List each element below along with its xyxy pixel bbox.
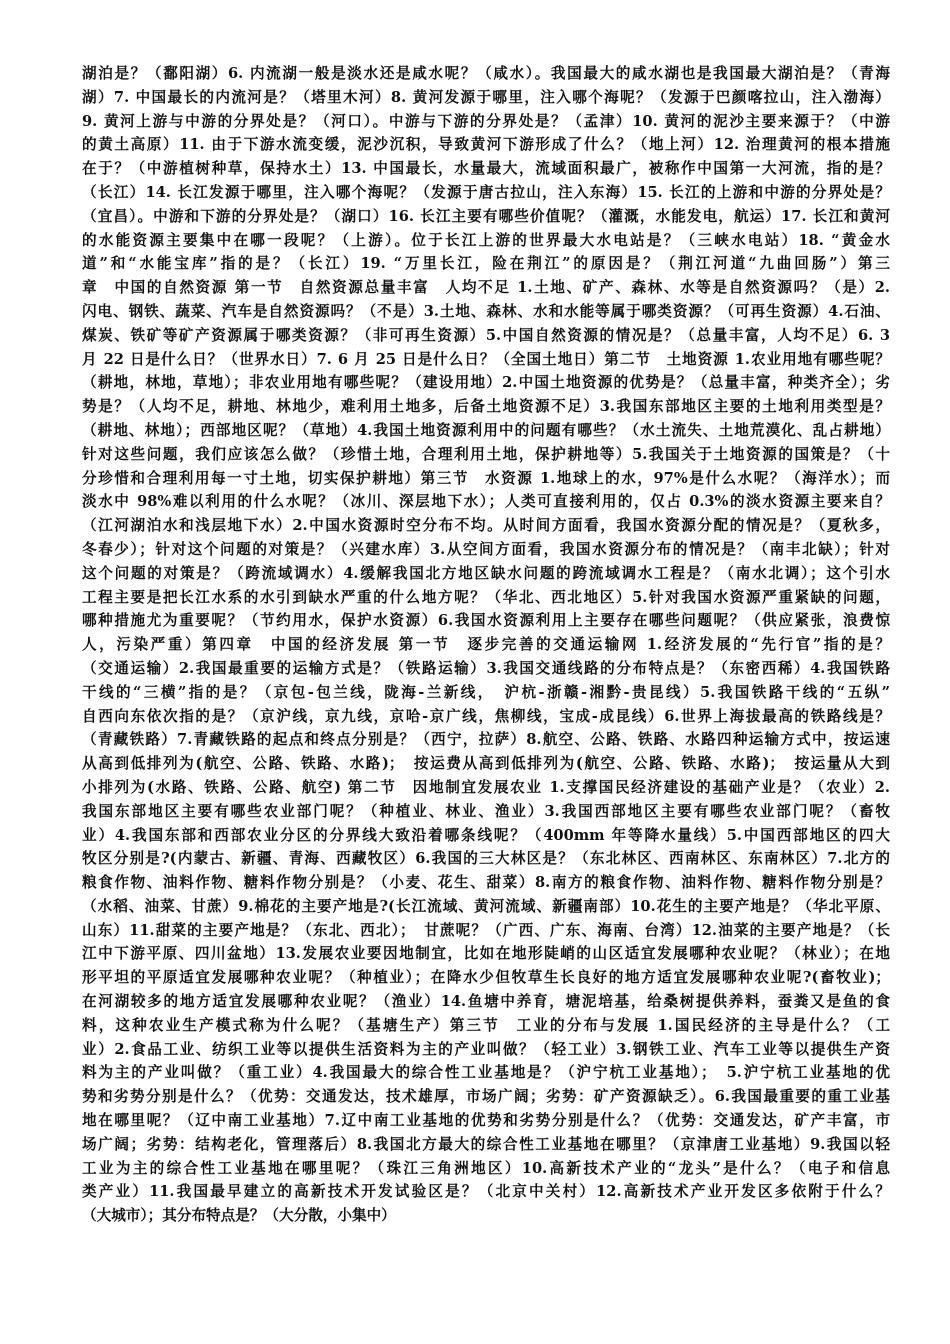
text-line: （耕地、林地）；西部地区呢？（草地）4.我国土地资源利用中的问题有哪些？（水土流失、土地荒漠化、乱占耕地） <box>82 421 890 439</box>
text-line: （耕地，林地，草地）；非农业用地有哪些呢？（建设用地）2.中国土地资源的优势是？（总量丰富，种类齐全）；劣 <box>82 374 890 392</box>
text-line: （江河湖泊水和浅层地下水）2.中国水资源时空分布不均。从时间方面看，我国水资源分配的情况是？（夏秋多， <box>82 517 890 535</box>
text-line: 道”和“水能宝库”指的是？（长江）19. “万里长江，险在荆江”的原因是？（荆江河道“九曲回肠”）第三 <box>82 255 890 273</box>
text-line: 料为主的产业叫做？（重工业）4.我国最大的综合性工业基地是？（沪宁杭工业基地）； 5.沪宁杭工业基地的优 <box>82 1064 890 1082</box>
text-line: 场广阔；劣势：结构老化，管理落后）8.我国北方最大的综合性工业基地在哪里？（京津唐工业基地）9.我国以轻 <box>82 1135 890 1153</box>
text-line: 小排列为(水路、铁路、公路、航空) 第二节 因地制宜发展农业 1.支撑国民经济建设的基础产业是？（农业）2. <box>82 778 890 796</box>
text-line: 的水能资源主要集中在哪一段呢？（上游）。位于长江上游的世界最大水电站是？（三峡水电站）18. “黄金水 <box>82 231 890 249</box>
text-line: 江中下游平原、四川盆地）13.发展农业要因地制宜，比如在地形陡峭的山区适宜发展哪种农业呢？（林业）；在地 <box>82 945 890 963</box>
text-line: 章 中国的自然资源 第一节 自然资源总量丰富 人均不足 1.土地、矿产、森林、水等是自然资源吗？（是）2. <box>82 279 890 297</box>
text-line: 在河湖较多的地方适宜发展哪种农业呢？（渔业）14.鱼塘中养育，塘泥培基，给桑树提供养料，蚕粪又是鱼的食 <box>82 993 890 1011</box>
text-line: 9. 黄河上游与中游的分界处是？（河口）。中游与下游的分界处是？（孟津）10. 黄河的泥沙主要来源于？（中游 <box>82 112 890 130</box>
text-line: 自西向东依次指的是？（京沪线，京九线，京哈-京广线，焦柳线，宝成-成昆线）6.世界上海拔最高的铁路线是？ <box>82 707 890 725</box>
text-line: 针对这些问题，我们应该怎么做？（珍惜土地，合理利用土地，保护耕地等）5.我国关于土地资源的国策是？（十 <box>82 445 890 463</box>
text-line: 在于？（中游植树种草，保持水土）13. 中国最长，水量最大，流域面积最广，被称作中国第一大河流，指的是？ <box>82 160 890 178</box>
text-line: 业）2.食品工业、纺织工业等以提供生活资料为主的产业叫做？（轻工业）3.钢铁工业、汽车工业等以提供生产资 <box>82 1040 890 1058</box>
text-line: 牧区分别是?(内蒙古、新疆、青海、西藏牧区）6.我国的三大林区是？（东北林区、西南林区、东南林区）7.北方的 <box>82 850 890 868</box>
text-line: 业）4.我国东部和西部农业分区的分界线大致沿着哪条线呢？（400mm 年等降水量线）5.中国西部地区的四大 <box>82 826 890 844</box>
text-line: 的黄土高原）11. 由于下游水流变缓，泥沙沉积，导致黄河下游形成了什么？（地上河）12. 治理黄河的根本措施 <box>82 136 890 154</box>
text-line: （交通运输）2.我国最重要的运输方式是？（铁路运输）3.我国交通线路的分布特点是？（东密西稀）4.我国铁路 <box>82 659 890 677</box>
text-line: 月 22 日是什么日？（世界水日）7. 6 月 25 日是什么日？（全国土地日）第二节 土地资源 1.农业用地有哪些呢？ <box>82 350 890 368</box>
text-line: 山东）11.甜菜的主要产地是？（东北、西北）； 甘蔗呢？（广西、广东、海南、台湾）12.油菜的主要产地是？（长 <box>82 921 890 939</box>
text-line: （青藏铁路）7.青藏铁路的起点和终点分别是？（西宁，拉萨）8.航空、公路、铁路、水路四种运输方式中，按运速 <box>82 731 890 749</box>
text-line: 类产业）11.我国最早建立的高新技术开发试验区是？（北京中关村）12.高新技术产业开发区多依附于什么？ <box>82 1183 890 1201</box>
document-page <box>82 62 890 1228</box>
text-line: 从高到低排列为(航空、公路、铁路、水路)； 按运费从高到低排列为(航空、公路、铁路、水路)； 按运量从大到 <box>82 755 890 773</box>
text-line: 干线的“三横”指的是？（京包-包兰线，陇海-兰新线， 沪杭-浙赣-湘黔-贵昆线）5.我国铁路干线的“五纵” <box>82 683 890 701</box>
text-line: 工业为主的综合性工业基地在哪里呢？（珠江三角洲地区）10.高新技术产业的“龙头”是什么？（电子和信息 <box>82 1159 890 1177</box>
text-line: 我国东部地区主要有哪些农业部门呢？（种植业、林业、渔业）3.我国西部地区主要有哪些农业部门呢？（畜牧 <box>82 802 890 820</box>
text-line: 粮食作物、油料作物、糖料作物分别是？（小麦、花生、甜菜）8.南方的粮食作物、油料作物、糖料作物分别是？ <box>82 874 890 892</box>
text-line: 势是？（人均不足，耕地、林地少，难利用土地多，后备土地资源不足）3.我国东部地区主要的土地利用类型是？ <box>82 398 890 416</box>
text-line: 湖泊是？（鄱阳湖）6. 内流湖一般是淡水还是咸水呢？（咸水）。我国最大的咸水湖也是我国最大湖泊是？（青海 <box>82 65 890 82</box>
text-line: （水稻、油菜、甘蔗）9.棉花的主要产地是?(长江流域、黄河流域、新疆南部）10.花生的主要产地是？（华北平原、 <box>82 897 890 915</box>
text-line: 淡水中 98%难以利用的什么水呢？（冰川、深层地下水）；人类可直接利用的，仅占 0.3%的淡水资源主要来自？ <box>82 493 890 511</box>
text-line: 人，污染严重）第四章 中国的经济发展 第一节 逐步完善的交通运输网 1.经济发展的“先行官”指的是？ <box>82 636 890 654</box>
text-line: 湖）7. 中国最长的内流河是？（塔里木河）8. 黄河发源于哪里，注入哪个海呢？（发源于巴颜喀拉山，注入渤海） <box>82 88 890 106</box>
text-line: 哪种措施尤为重要呢？（节约用水，保护水资源）6.我国水资源利用上主要存在哪些问题呢？（供应紧张，浪费惊 <box>82 612 890 630</box>
text-line: 分珍惜和合理利用每一寸土地，切实保护耕地）第三节 水资源 1.地球上的水，97%是什么水呢？（海洋水）；而 <box>82 469 890 487</box>
text-line: （长江）14. 长江发源于哪里，注入哪个海呢？（发源于唐古拉山，注入东海）15. 长江的上游和中游的分界处是？ <box>82 183 890 201</box>
text-line: 势和劣势分别是什么？（优势：交通发达，技术雄厚，市场广阔；劣势：矿产资源缺乏）。6.我国最重要的重工业基 <box>82 1088 890 1106</box>
text-line: 形平坦的平原适宜发展哪种农业呢？（种植业）；在降水少但牧草生长良好的地方适宜发展哪种农业呢?(畜牧业)； <box>82 969 890 987</box>
text-line: 这个问题的对策是？（跨流域调水）4.缓解我国北方地区缺水问题的跨流域调水工程是？（南水北调）；这个引水 <box>82 564 890 582</box>
text-line: 冬春少）；针对这个问题的对策是？（兴建水库）3.从空间方面看，我国水资源分布的情况是？（南丰北缺）；针对 <box>82 540 890 558</box>
text-line: 闪电、钢铁、蔬菜、汽车是自然资源吗？（不是）3.土地、森林、水和水能等属于哪类资源？（可再生资源）4.石油、 <box>82 302 890 320</box>
text-line: 工程主要是把长江水系的水引到缺水严重的什么地方呢？（华北、西北地区）5.针对我国水资源严重紧缺的问题， <box>82 588 890 606</box>
text-line: 煤炭、铁矿等矿产资源属于哪类资源？（非可再生资源）5.中国自然资源的情况是？（总量丰富，人均不足）6. 3 <box>82 326 890 344</box>
text-line: 料，这种农业生产模式称为什么呢？（基塘生产）第三节 工业的分布与发展 1.国民经济的主导是什么？（工 <box>82 1016 890 1034</box>
text-line: （宜昌）。中游和下游的分界处是？（湖口）16. 长江主要有哪些价值呢？（灌溉，水能发电，航运）17. 长江和黄河 <box>82 207 890 225</box>
text-line: （大城市）；其分布特点是？（大分散，小集中） <box>82 1207 396 1225</box>
text-line: 地在哪里呢？（辽中南工业基地）7.辽中南工业基地的优势和劣势分别是什么？（优势：交通发达，矿产丰富，市 <box>82 1112 890 1130</box>
